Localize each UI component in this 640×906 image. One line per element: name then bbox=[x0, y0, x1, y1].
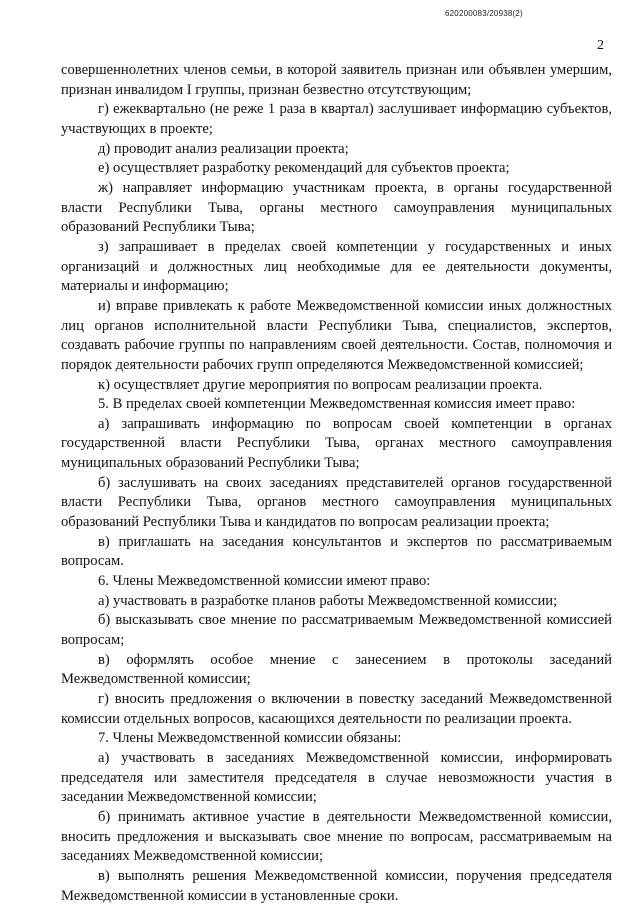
section-6-item-v: в) оформлять особое мнение с занесением в протоколы заседаний Межведомственной комиссии; bbox=[61, 651, 612, 688]
paragraph-item-e: е) осуществляет разработку рекомендаций для субъектов проекта; bbox=[98, 160, 510, 177]
section-6-item-g: г) вносить предложения о включении в повестку заседаний Межведомственной комиссии отдельных вопросов, касающихся деятельности по реализации проекта. bbox=[61, 691, 612, 727]
paragraph-item-k: к) осуществляет другие мероприятия по вопросам реализации проекта. bbox=[98, 376, 543, 393]
section-7-item-v: в) выполнять решения Межведомственной комиссии, поручения председателя Межведомственной комиссии в установленные сроки. bbox=[61, 867, 612, 904]
paragraph-continuation: совершеннолетних членов семьи, в которой заявитель признан или объявлен умершим, признан инвалидом I группы, признан безвестно отсутствующим; bbox=[61, 62, 612, 98]
document-code: 620200083/20938(2) bbox=[445, 9, 523, 18]
section-6-item-a: а) участвовать в разработке планов работы Межведомственной комиссии; bbox=[98, 592, 558, 609]
paragraph-item-zh: ж) направляет информацию участникам проекта, в органы государственной власти Республики Тыва, органы местного самоуправления муниципальных образований Республики Тыва; bbox=[61, 179, 612, 236]
section-5-item-v: в) приглашать на заседания консультантов и экспертов по рассматриваемым вопросам. bbox=[61, 533, 612, 570]
paragraph-item-g: г) ежеквартально (не реже 1 раза в квартал) заслушивает информацию субъектов, участвующих в проекте; bbox=[61, 101, 612, 137]
section-7-heading: 7. Члены Межведомственной комиссии обязаны: bbox=[98, 730, 402, 747]
paragraph-item-i: и) вправе привлекать к работе Межведомственной комиссии иных должностных лиц органов исполнительной власти Республики Тыва, специалистов, экспертов, создавать рабочие группы по направлениям своей деятельности. Состав, полномочия и порядок деятельности рабочих групп определяются Межведомственной комиссией; bbox=[61, 297, 612, 373]
document-body bbox=[61, 61, 612, 906]
section-5-item-b: б) заслушивать на своих заседаниях представителей органов государственной власти Республики Тыва, органов местного самоуправления муниципальных образований Республики Тыва и кандидатов по вопросам реализации проекта; bbox=[61, 474, 612, 531]
section-5-heading: 5. В пределах своей компетенции Межведомственная комиссия имеет право: bbox=[98, 396, 576, 413]
section-7-item-a: а) участвовать в заседаниях Межведомственной комиссии, информировать председателя или заместителя председателя в случае невозможности участия в заседании Межведомственной комиссии; bbox=[61, 749, 612, 806]
paragraph-item-d: д) проводит анализ реализации проекта; bbox=[98, 140, 349, 157]
paragraph-item-z: з) запрашивает в пределах своей компетенции у государственных и иных организаций и должностных лиц необходимые для ее деятельности документы, материалы и информацию; bbox=[61, 238, 612, 295]
section-6-heading: 6. Члены Межведомственной комиссии имеют право: bbox=[98, 573, 431, 590]
section-5-item-a: а) запрашивать информацию по вопросам своей компетенции в органах государственной власти Республики Тыва, органах местного самоуправления муниципальных образований Республики Тыва; bbox=[61, 415, 612, 472]
section-7-item-b: б) принимать активное участие в деятельности Межведомственной комиссии, вносить предложения и высказывать свое мнение по вопросам, рассматриваемым на заседаниях Межведомственной комиссии; bbox=[61, 808, 612, 865]
page-number: 2 bbox=[597, 38, 604, 53]
section-6-item-b: б) высказывать свое мнение по рассматриваемым Межведомственной комиссией вопросам; bbox=[61, 612, 612, 649]
